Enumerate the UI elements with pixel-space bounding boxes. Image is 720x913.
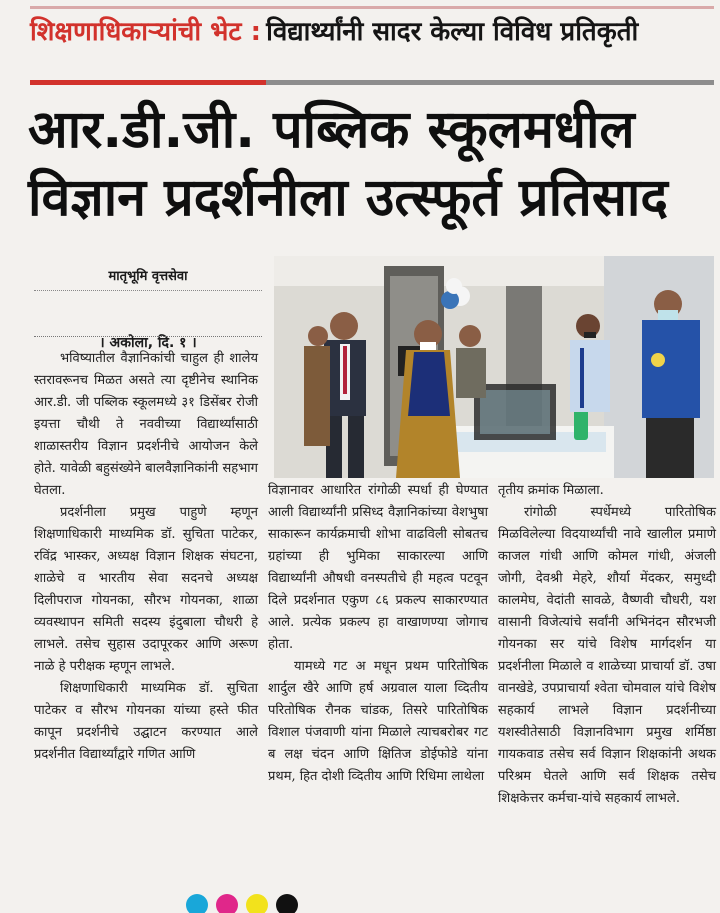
article-column-1	[34, 348, 258, 766]
registration-mark-magenta	[216, 894, 238, 913]
kicker-underline-accent	[30, 80, 266, 85]
kicker-underline	[266, 80, 714, 85]
byline: मातृभूमि वृत्तसेवा	[34, 258, 262, 291]
article-paragraph: भविष्यातील वैज्ञानिकांची चाहुल ही शालेय स्तरावरूनच मिळत असते त्या दृष्टीनेच स्थानिक आर.डी. जी पब्लिक स्कूलमध्ये ३१ डिसेंबर रोजी इयत्ता चौथी ते नववीच्या विद्यार्थ्यांसाठी शाळास्तरीय विज्ञान प्रदर्शनीचे आयोजन केले होते. यावेळी बहुसंख्येने बालवैज्ञानिकांनी सहभाग घेतला.	[34, 351, 258, 498]
kicker-subhead: विद्यार्थ्यांनी सादर केल्या विविध प्रतिकृती	[266, 17, 639, 47]
byline-block	[34, 258, 262, 352]
article-paragraph: प्रदर्शनीला प्रमुख पाहुणे म्हणून शिक्षणाधिकारी माध्यमिक डॉ. सुचिता पाटेकर, रविंद्र भास्कर, अध्यक्ष विज्ञान शिक्षक संघटना, शाळेचे व भारतीय सेवा सदनचे अध्यक्ष दिलीपराज गोयनका, सौरभ गोयनका, शाळा व्यवस्थापन समिती सदस्य इंदुबाला चौधरी हे लाभले. तसेच सुहास उदापूरकर आणि अरूण नाळे हे परीक्षक म्हणून लाभले.	[34, 505, 258, 674]
article-paragraph: रांगोळी स्पर्धेमध्ये पारितोषिक मिळविलेल्या विदयार्थ्यांची नावे खालील प्रमाणे काजल गांधी आणि कोमल गांधी, अंजली जोगी, देवश्री मेहरे, शौर्या मेंदकर, समुध्दी कालमेघ, वेदांती सावळे, वैष्णवी चौधरी, यश वासानी विजेत्यांचे सर्वांनी अभिनंदन सौरभजी गोयनका सर यांचे विशेष मार्गदर्शन या प्रदर्शनीला मिळाले व शाळेच्या प्राचार्या डॉ. उषा वानखेडे, उपप्राचार्या श्वेता चोमवाल यांचे विशेष सहकार्य लाभले विज्ञान प्रदर्शनीच्या यशस्वीतेसाठी विज्ञानविभाग प्रमुख शर्मिष्ठा गायकवाड तसेच सर्व विज्ञान शिक्षकांनी अथक परिश्रम घेतले आणि सर्व शिक्षक तसेच शिक्षकेत्तर कर्मचा-यांचे सहकार्य लाभले.	[498, 505, 716, 806]
news-photo	[274, 256, 714, 478]
article-column-2	[268, 480, 488, 788]
kicker-label: शिक्षणाधिकाऱ्यांची भेट :	[30, 17, 261, 47]
article-paragraph: विज्ञानावर आधारित रांगोळी स्पर्धा ही घेण्यात आली विद्यार्थ्यांनी प्रसिध्द वैज्ञानिकांच्या वेशभुषा साकारून कार्यक्रमाची शोभा वाढविली सोबतच ग्रहांच्या ही भुमिका साकारल्या आणि विद्यार्थ्यांनी औषधी वनस्पतीचे ही महत्व पटवून दिले प्रदर्शनात एकुण ८६ प्रकल्प साकारण्यात आले. प्रत्येक प्रकल्प हा वाखाणण्या जोगाच होता.	[268, 483, 488, 652]
registration-mark-black	[276, 894, 298, 913]
dotted-rule	[34, 336, 262, 337]
article-paragraph: तृतीय क्रमांक मिळाला.	[498, 483, 604, 498]
registration-marks	[186, 894, 316, 913]
registration-mark-yellow	[246, 894, 268, 913]
article-paragraph: शिक्षणाधिकारी माध्यमिक डॉ. सुचिता पाटेकर व सौरभ गोयनका यांच्या हस्ते फीत कापून प्रदर्शनीचे उद्घाटन करण्यात आले प्रदर्शनीत विद्यार्थ्यांद्वारे गणित आणि	[34, 681, 258, 762]
kicker-line	[30, 12, 714, 64]
headline	[28, 96, 718, 232]
headline-line-1: आर.डी.जी. पब्लिक स्कूलमधील	[28, 100, 635, 160]
registration-mark-cyan	[186, 894, 208, 913]
article-paragraph: यामध्ये गट अ मधून प्रथम पारितोषिक शार्दुल खैरे आणि हर्ष अग्रवाल याला व्दितीय परितोषिक रौनक चांडक, तिसरे पारितोषिक विशाल पंजवाणी यांना मिळाले त्याचबरोबर गट ब लक्ष चंदन आणि क्षितिज डोईफोडे यांना प्रथम, हित दोशी व्दितीय आणि रिधिमा लाथेला	[268, 659, 488, 784]
top-rule	[30, 6, 714, 9]
dateline: । अकोला, दि. १ ।	[99, 335, 197, 351]
headline-line-2: विज्ञान प्रदर्शनीला उत्स्फूर्त प्रतिसाद	[28, 168, 668, 228]
article-column-3	[498, 480, 716, 810]
